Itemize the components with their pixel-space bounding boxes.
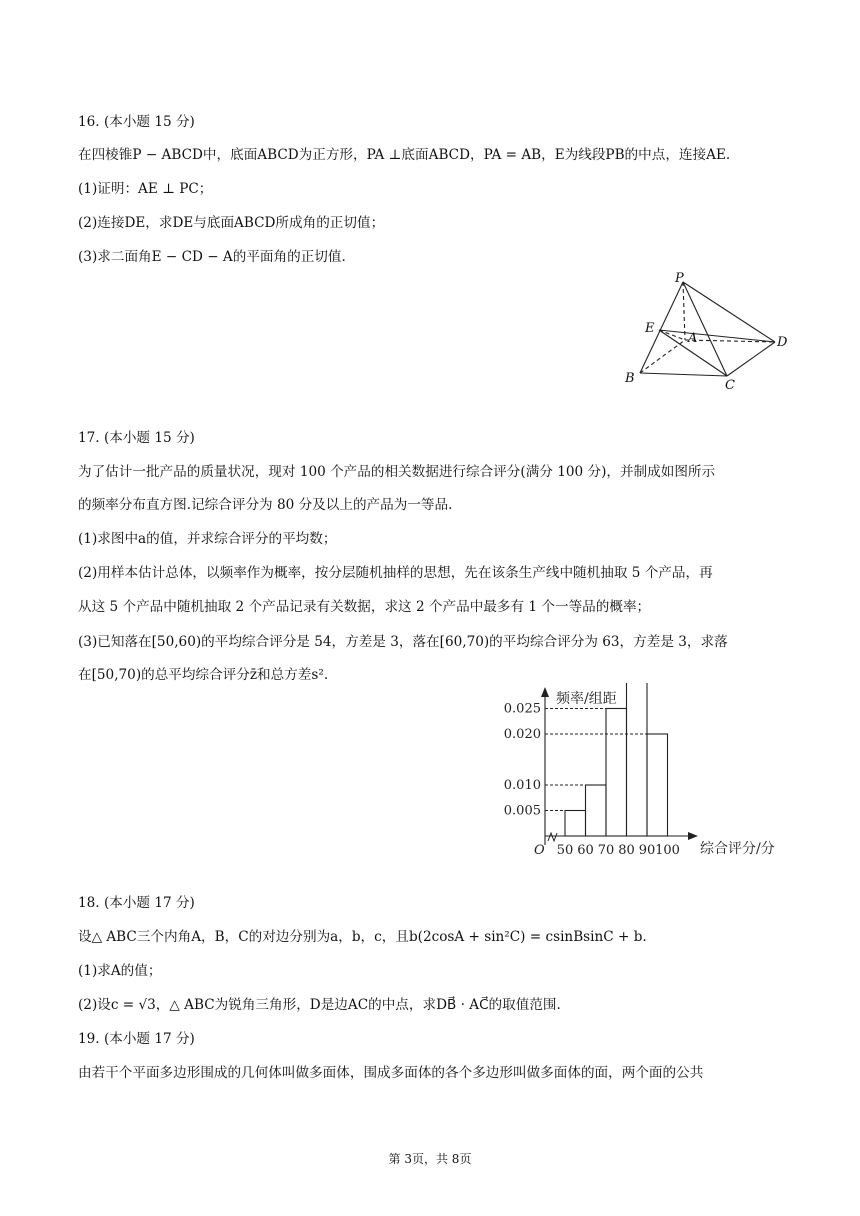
q16-part3: (3)求二面角E − CD − A的平面角的正切值. — [78, 249, 346, 265]
x-axis-arrow — [688, 832, 698, 840]
q17-header: 17. (本小题 15 分) — [78, 430, 195, 446]
q17-part2-line1: (2)用样本估计总体，以频率作为概率，按分层随机抽样的思想，先在该条生产线中随机抽取 5 个产品，再 — [78, 565, 713, 581]
q17-part1: (1)求图中a的值，并求综合评分的平均数； — [78, 531, 337, 547]
q19-stem: 由若干个平面多边形围成的几何体叫做多面体，围成多面体的各个多边形叫做多面体的面，两个面的公共 — [78, 1065, 704, 1081]
vertex-label-P: P — [675, 271, 684, 286]
x-tick-label: 50 — [556, 843, 574, 858]
axis-break — [548, 833, 557, 841]
histogram-bar-70-80 — [606, 709, 627, 837]
vertex-label-A: A — [688, 331, 698, 346]
origin-label: O — [534, 843, 545, 858]
q16-part1: (1)证明：AE ⊥ PC； — [78, 181, 213, 197]
q18-part2: (2)设c = √3，△ ABC为锐角三角形，D是边AC的中点，求DB⃗ · AC⃗的取值范围. — [78, 997, 561, 1013]
x-tick-label: 100 — [655, 843, 680, 858]
x-tick-label: 80 — [618, 843, 635, 858]
q18-stem: 设△ ABC三个内角A，B，C的对边分别为a，b，c，且b(2cosA + sin²C) = csinBsinC + b. — [78, 929, 647, 945]
q16-part2: (2)连接DE，求DE与底面ABCD所成角的正切值； — [78, 215, 385, 231]
q17-part2-line2: 从这 5 个产品中随机抽取 2 个产品记录有关数据，求这 2 个产品中最多有 1 个一等品的概率； — [78, 599, 651, 615]
q17-stem-line2: 的频率分布直方图.记综合评分为 80 分及以上的产品为一等品. — [78, 497, 453, 513]
q17-part3-line2: 在[50,70)的总平均综合评分z̄和总方差s². — [78, 667, 329, 683]
y-axis-label: 频率/组距 — [556, 691, 617, 707]
vertex-label-B: B — [625, 371, 635, 386]
y-tick-label: 0.020 — [503, 727, 541, 742]
x-axis-label: 综合评分/分 — [700, 841, 775, 857]
histogram-bar-50-60 — [565, 811, 586, 837]
pyramid-figure — [615, 270, 795, 395]
histogram-bar-80-90 — [627, 683, 648, 836]
x-tick-label: 90 — [638, 843, 656, 858]
y-tick-label: 0.010 — [503, 778, 541, 793]
y-axis-arrow — [541, 687, 549, 697]
q17-part3-line1: (3)已知落在[50,60)的平均综合评分是 54，方差是 3，落在[60,70)的平均综合评分为 63，方差是 3，求落 — [78, 634, 728, 650]
q17-stem-line1: 为了估计一批产品的质量状况，现对 100 个产品的相关数据进行综合评分(满分 100 分)，并制成如图所示 — [78, 464, 716, 480]
x-tick-label: 60 — [577, 843, 594, 858]
q18-part1: (1)求A的值； — [78, 963, 162, 979]
y-tick-label: 0.005 — [503, 803, 541, 819]
q16-header: 16. (本小题 15 分) — [78, 114, 195, 130]
page-footer: 第 3页，共 8页 — [388, 1152, 472, 1166]
q19-header: 19. (本小题 17 分) — [78, 1031, 195, 1047]
vertex-label-C: C — [725, 378, 735, 393]
x-tick-label: 70 — [597, 843, 615, 858]
frequency-histogram — [490, 683, 800, 863]
y-tick-label: 0.025 — [503, 701, 541, 717]
histogram-bar-60-70 — [586, 785, 607, 836]
vertex-label-D: D — [777, 335, 788, 350]
histogram-bar-90-100 — [647, 734, 668, 836]
q16-stem: 在四棱锥P − ABCD中，底面ABCD为正方形，PA ⊥底面ABCD，PA = AB，E为线段PB的中点，连接AE. — [78, 147, 731, 163]
q18-header: 18. (本小题 17 分) — [78, 895, 195, 911]
vertex-label-E: E — [645, 321, 655, 336]
